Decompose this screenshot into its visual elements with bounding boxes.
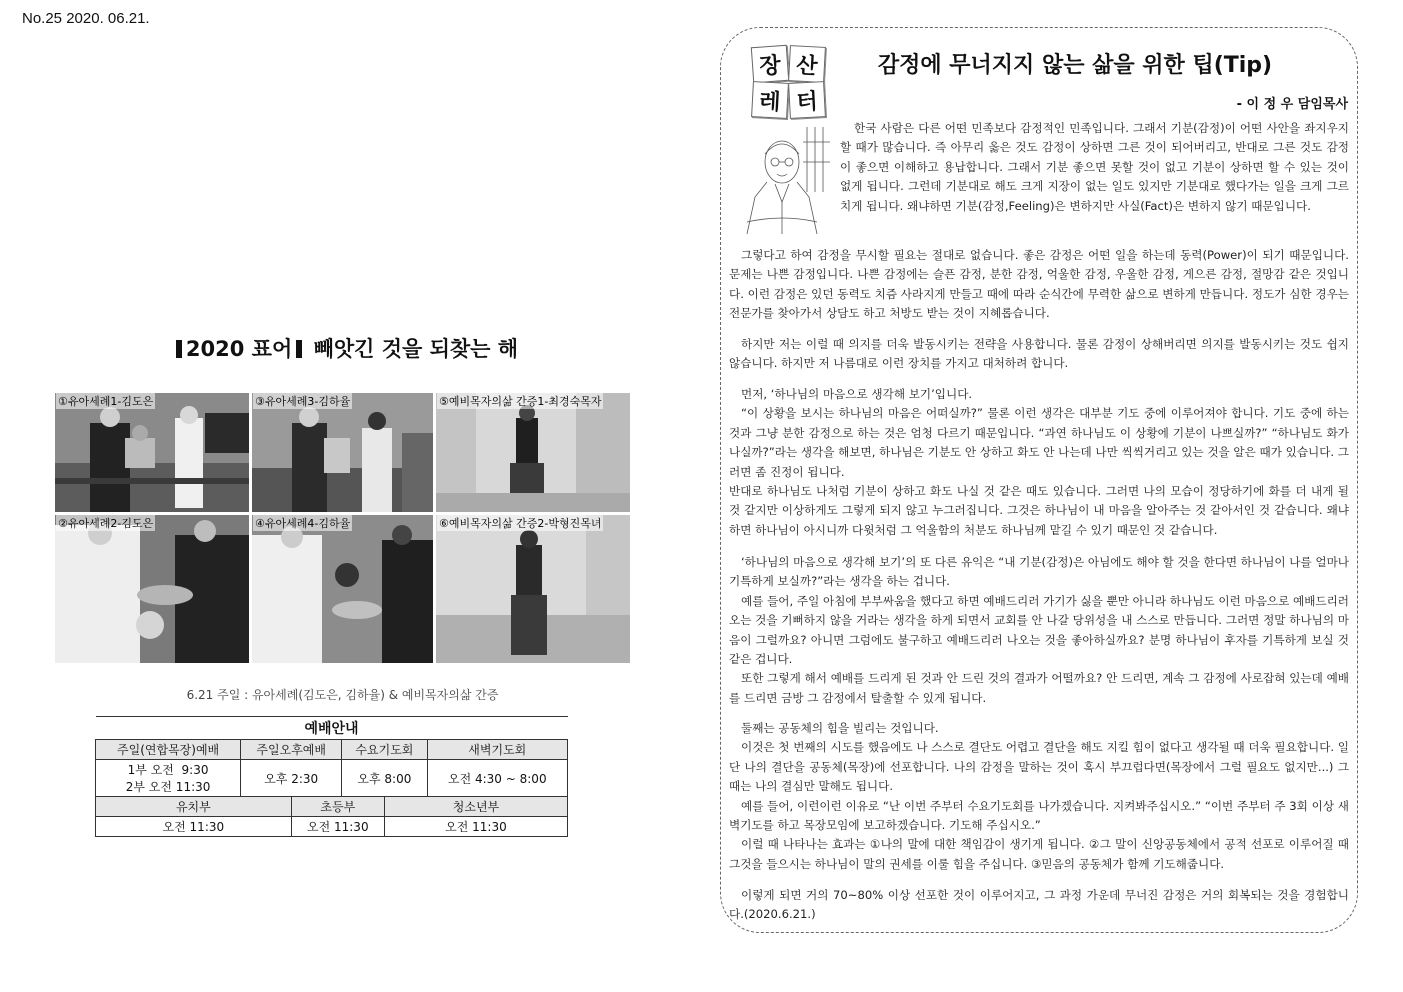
column-para-13-text: 이럴 때 나타나는 효과는 ①나의 말에 대한 책임감이 생기게 됩니다. ②그 말이 신앙공동체에서 공적 선포로 이루어질 때 그것을 들으시는 하나님이 말의 권세를 이룰 힘을 주십니다. ③믿음의 공동체가 함께 기도해줍니다. xyxy=(729,837,1349,871)
column-para-9-text: 또한 그렇게 해서 예배를 드리게 된 것과 안 드린 것의 결과가 어떨까요? 안 드리면, 계속 그 감정에 사로잡혀 있는데 예배를 드리면 금방 그 감정에서 탈출할 수 있게 됩니다. xyxy=(729,671,1349,705)
photo-grid xyxy=(55,393,630,663)
column-para-1 xyxy=(840,119,1349,216)
worship-title: 예배안내 xyxy=(96,717,568,740)
dept-kindergarten-time: 오전 11:30 xyxy=(96,817,292,837)
sunday-second-service: 2부 오전 11:30 xyxy=(125,780,211,794)
column-para-2 xyxy=(729,246,1349,324)
column-para-2-text: 그렇다고 하여 감정을 무시할 필요는 절대로 없습니다. 좋은 감정은 어떤 일을 하는데 동력(Power)이 되기 때문입니다. 문제는 나쁜 감정입니다. 나쁜 감정에는 슬픈 감정, 분한 감정, 억울한 감정, 우울한 감정, 게으른 감정, 절망감 같은 것입니다. 이런 감정은 있던 동력도 치즘 사라지게 만들고 때에 따라 순식간에 무력한 삶으로 변하게 만듭니다. 정도가 심한 경우는 전문가를 찾아가서 상담도 하고 처방도 받는 것이 지혜롭습니다. xyxy=(729,248,1349,321)
photo-baptism-3-image xyxy=(252,393,433,512)
photo-baptism-2-image xyxy=(55,515,249,663)
column-tile-4: 터 xyxy=(788,81,826,119)
column-para-11-text: 이것은 첫 번째의 시도를 했음에도 나 스스로 결단도 어렵고 결단을 해도 지킬 힘이 없다고 생각될 때 더욱 필요합니다. 일단 나의 결단을 공동체(목장)에 선포합니다. 나의 감정을 말하는 것이 혹시 부끄럽다면(목장에서 그럴 필요도 없지만...) 그때는 나의 결심만 말해도 됩니다. xyxy=(729,740,1349,794)
photo-6-caption: ⑥예비목자의삶 간증2-박형진목녀 xyxy=(439,517,602,530)
photo-baptism-2 xyxy=(55,515,249,663)
pastor-portrait-sketch xyxy=(737,122,830,234)
dept-header-youth: 청소년부 xyxy=(384,797,567,817)
worship-schedule-table xyxy=(95,716,568,837)
column-title: 감정에 무너지지 않는 삶을 위한 팁(Tip) xyxy=(877,53,1273,78)
worship-wednesday-time: 오후 8:00 xyxy=(342,760,427,797)
photo-caption: 6.21 주일 : 유아세례(김도은, 김하율) & 예비목자의삶 간증 xyxy=(186,688,499,702)
column-para-6-text: 반대로 하나님도 나처럼 기분이 상하고 화도 나실 것 같은 때도 있습니다. 그러면 나의 모습이 정당하기에 화를 더 내게 될 것 같지만 이상하게도 그렇게 되지 않고 누그러집니다. 그것은 하나님이 내 마음을 알아주는 것 같아서인 것 같습니다. 왜냐하면 하나님이 아시니까 다윗처럼 그 억울함의 처분도 하나님께 맡길 수 있기 때문인 것 같습니다. xyxy=(729,484,1349,537)
photo-5-caption: ⑤예비목자의삶 간증1-최경숙목자 xyxy=(439,395,602,408)
column-para-4-text: 먼저, ‘하나님의 마음으로 생각해 보기’입니다. xyxy=(741,387,973,401)
column-para-8-text: 예를 들어, 주일 아침에 부부싸움을 했다고 하면 예배드리러 가기가 싫을 뿐만 아니라 하나님도 이런 마음으로 예배드리러 오는 것을 기뻐하지 않을 거라는 생각을 하게 되면서 교회를 안 나갈 당위성을 내 스스로 만듭니다. 그러면 정말 하나님의 마음이 그럴까요? 아니면 그럼에도 불구하고 예배드리러 나오는 것을 좋아하실까요? 분명 하나님이 후자를 기특하게 보실 것 같은 겁니다. xyxy=(729,593,1349,667)
column-para-3-text: 하지만 저는 이럴 때 의지를 더욱 발동시키는 전략을 사용합니다. 물론 감정이 상해버리면 의지를 발동시키는 것도 쉽지 않습니다. 하지만 저 나름대로 이런 장치를 가지고 대처하려 합니다. xyxy=(729,337,1349,371)
photo-testimony-1 xyxy=(436,393,630,512)
column-para-14-text: 이렇게 되면 거의 70~80% 이상 선포한 것이 이루어지고, 그 과정 가운데 무너진 감정은 거의 회복되는 것을 경험합니다.(2020.6.21.) xyxy=(729,888,1349,922)
worship-header-sunday-afternoon: 주일오후예배 xyxy=(241,740,342,760)
motto-bar-right xyxy=(296,340,302,358)
photo-3-caption: ③유아세례3-김하율 xyxy=(255,395,351,408)
photo-baptism-4 xyxy=(252,515,433,663)
photo-baptism-3 xyxy=(252,393,433,512)
column-section-1 xyxy=(729,385,1349,540)
photo-1-caption: ①유아세례1-김도은 xyxy=(58,395,154,408)
issue-number: No.25 2020. 06.21. xyxy=(22,10,150,27)
worship-header-sunday: 주일(연합목장)예배 xyxy=(96,740,241,760)
photo-testimony-2 xyxy=(436,515,630,663)
column-author: - 이 정 우 담임목사 xyxy=(1236,97,1348,112)
photo-baptism-1-image xyxy=(55,393,249,512)
column-tile-3: 레 xyxy=(751,81,789,119)
column-tile-2: 산 xyxy=(788,45,826,83)
worship-dawn-time: 오전 4:30 ~ 8:00 xyxy=(427,760,567,797)
worship-header-wednesday: 수요기도회 xyxy=(342,740,427,760)
sunday-first-service: 1부 오전 9:30 xyxy=(127,763,209,777)
photo-baptism-4-image xyxy=(252,515,433,663)
worship-header-dawn: 새벽기도회 xyxy=(427,740,567,760)
motto-bar-left xyxy=(176,340,182,358)
photo-baptism-1 xyxy=(55,393,249,512)
column-section-3 xyxy=(729,719,1349,874)
year-motto xyxy=(0,333,690,363)
column-para-12-text: 예를 들어, 이런이런 이유로 “난 이번 주부터 수요기도회를 나가겠습니다. 지켜봐주십시오.” “이번 주부터 주 3회 이상 새벽기도를 하고 목장모임에 보고하겠습니다. 기도해 주십시오.” xyxy=(729,798,1349,833)
column-para-1-text: 한국 사람은 다른 어떤 민족보다 감정적인 민족입니다. 그래서 기분(감정)이 어떤 사안을 좌지우지 할 때가 많습니다. 즉 아무리 옳은 것도 감정이 상하면 그른 것이 되어버리고, 반대로 그른 것도 감정이 좋으면 이해하고 용납합니다. 그래서 기분 좋으면 못할 것이 없고 기분이 상하면 할 수 있는 것이 없게 됩니다. 그런데 기분대로 해도 크게 지장이 없는 일도 있지만 기분대로 했다가는 일을 크게 그르치게 됩니다. 왜냐하면 기분(감정,Feeling)은 변하지만 사실(Fact)은 변하지 않기 때문입니다. xyxy=(840,121,1349,213)
column-para-3 xyxy=(729,335,1349,374)
motto-text: 빼앗긴 것을 되찾는 해 xyxy=(313,337,519,361)
dept-youth-time: 오전 11:30 xyxy=(384,817,567,837)
photo-testimony-1-image xyxy=(436,393,630,512)
column-para-5-text: “이 상황을 보시는 하나님의 마음은 어떠실까?” 물론 이런 생각은 대부분 기도 중에 이루어져야 합니다. 기도 중에 하는 것과 그냥 분한 감정으로 하는 것은 엄청 다르기 때문입니다. “과연 하나님도 이 상황에 기분이 나쁘실까?” “하나님도 화가 나실까?”라는 생각을 해보면, 하나님은 기분도 안 상하고 화도 안 나는데 나만 씩씩거리고 있는 것을 알은 때가 있습니다. 그러면 좀 진정이 됩니다. xyxy=(729,406,1349,479)
motto-year-label: 2020 표어 xyxy=(185,337,293,361)
worship-afternoon-time: 오후 2:30 xyxy=(241,760,342,797)
column-para-7-text: ‘하나님의 마음으로 생각해 보기’의 또 다른 유익은 “내 기분(감정)은 아님에도 해야 할 것을 한다면 하나님이 나를 얼마나 기특하게 보실까?”라는 생각을 하는 겁니다. xyxy=(729,555,1349,589)
dept-header-kindergarten: 유치부 xyxy=(96,797,292,817)
worship-sunday-times xyxy=(96,760,241,797)
column-para-14 xyxy=(729,886,1349,925)
photo-2-caption: ②유아세례2-김도은 xyxy=(58,517,154,530)
dept-elementary-time: 오전 11:30 xyxy=(291,817,384,837)
photo-4-caption: ④유아세례4-김하율 xyxy=(255,517,351,530)
photo-testimony-2-image xyxy=(436,515,630,663)
column-tile-1: 장 xyxy=(751,45,789,83)
column-para-10-text: 둘째는 공동체의 힘을 빌리는 것입니다. xyxy=(741,721,939,735)
column-section-2 xyxy=(729,553,1349,708)
dept-header-elementary: 초등부 xyxy=(291,797,384,817)
